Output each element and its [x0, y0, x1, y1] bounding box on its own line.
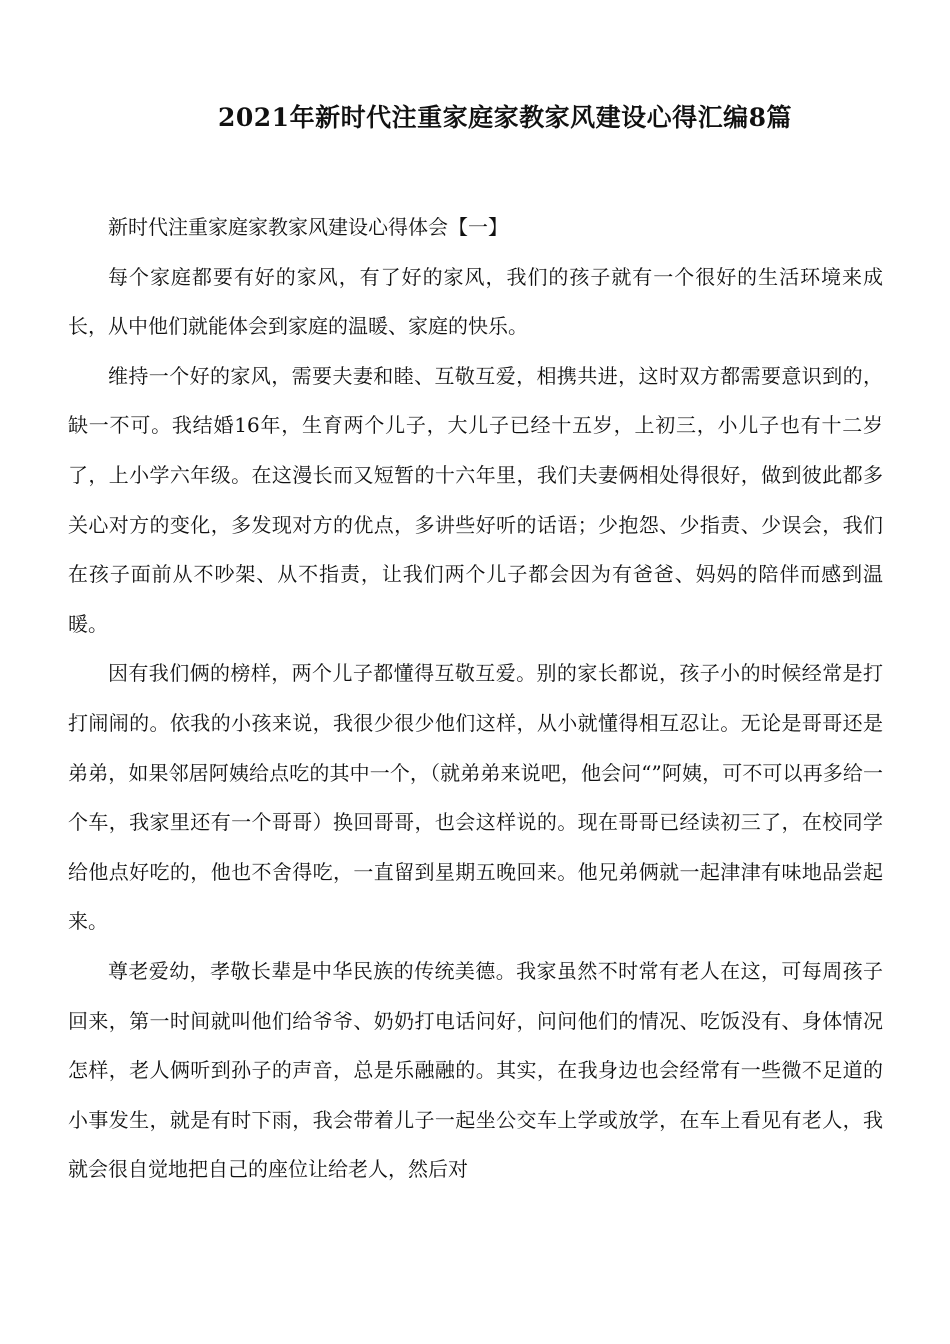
section-heading: 新时代注重家庭家教家风建设心得体会【一】: [108, 215, 508, 239]
paragraph-1: 每个家庭都要有好的家风，有了好的家风，我们的孩子就有一个很好的生活环境来成长，从中他们就能体会到家庭的温暖、家庭的快乐。: [68, 264, 883, 339]
document-title: 2021年新时代注重家庭家教家风建设心得汇编8篇: [218, 103, 792, 132]
paragraph-4: 尊老爱幼，孝敬长辈是中华民族的传统美德。我家虽然不时常有老人在这，可每周孩子回来，第一时间就叫他们给爷爷、奶奶打电话问好，问问他们的情况、吃饭没有、身体情况怎样，老人俩听到孙子的声音，总是乐融融的。其实，在我身边也会经常有一些微不足道的小事发生，就是有时下雨，我会带着儿子一起坐公交车上学或放学，在车上看见有老人，我就会很自觉地把自己的座位让给老人，然后对: [68, 958, 883, 1182]
paragraph-2: 维持一个好的家风，需要夫妻和睦、互敬互爱，相携共进，这时双方都需要意识到的，缺一不可。我结婚16年，生育两个儿子，大儿子已经十五岁，上初三，小儿子也有十二岁了，上小学六年级。在这漫长而又短暂的十六年里，我们夫妻俩相处得很好，做到彼此都多关心对方的变化，多发现对方的优点，多讲些好听的话语；少抱怨、少指责、少误会，我们在孩子面前从不吵架、从不指责，让我们两个儿子都会因为有爸爸、妈妈的陪伴而感到温暖。: [68, 363, 883, 636]
paragraph-3: 因有我们俩的榜样，两个儿子都懂得互敬互爱。别的家长都说，孩子小的时候经常是打打闹闹的。依我的小孩来说，我很少很少他们这样，从小就懂得相互忍让。无论是哥哥还是弟弟，如果邻居阿姨给点吃的其中一个，（就弟弟来说吧，他会问“”阿姨，可不可以再多给一个车，我家里还有一个哥哥）换回哥哥，也会这样说的。现在哥哥已经读初三了，在校同学给他点好吃的，他也不舍得吃，一直留到星期五晚回来。他兄弟俩就一起津津有味地品尝起来。: [68, 661, 883, 934]
document-body: [68, 203, 883, 1195]
